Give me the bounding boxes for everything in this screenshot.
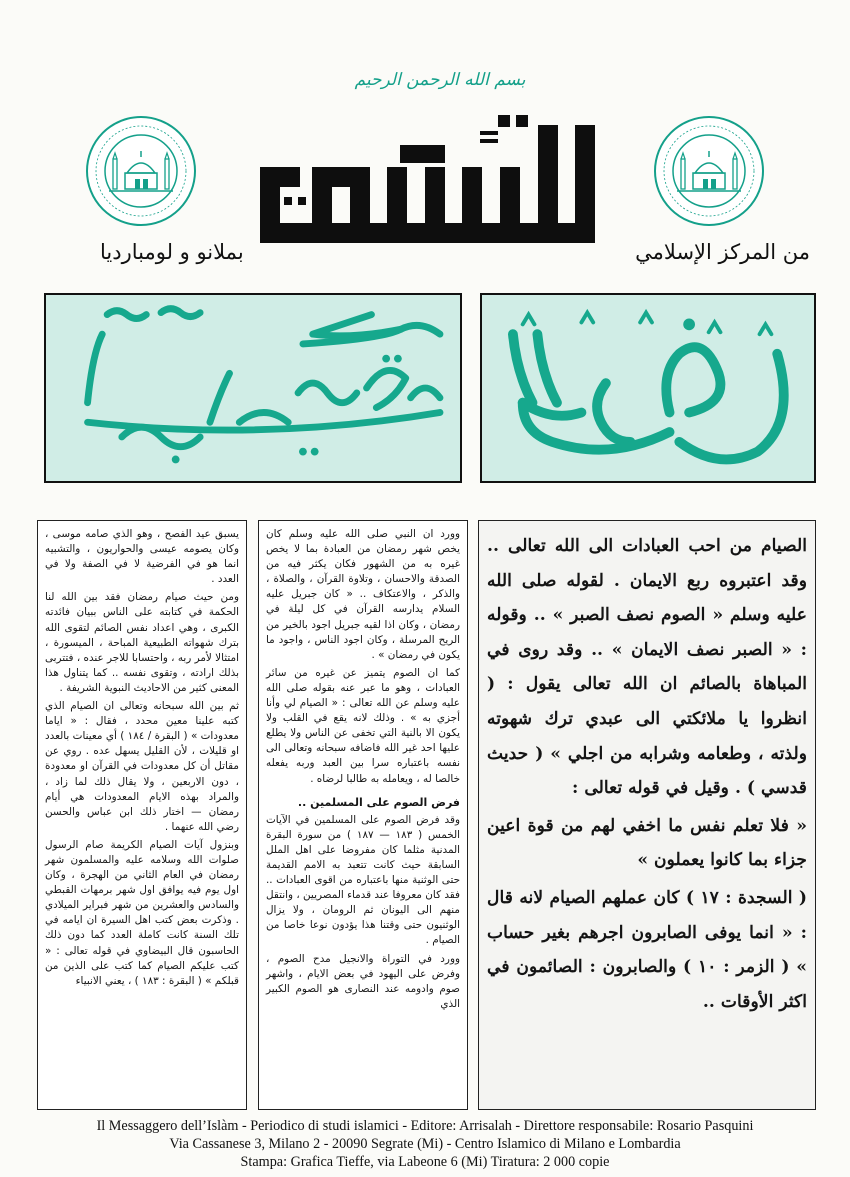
- article-column-left: [37, 520, 247, 1110]
- paragraph: ومن حيث صيام رمضان فقد بين الله لنا الحكمة في كتابته على الناس ببيان فائدته الكبرى ، وهي اعداد نفس الصائم لتقوى الله بترك شهواته الطبيعية المباحة ، الميسورة ، امتثالا لأمر ربه ، واحتسابا للاجر عنده ، فتتربى بذلك ارادته ، وتقوى نفسه .. كما يتناول هذا المعنى كثير من الاحاديث النبوية الشريفة .: [45, 591, 239, 694]
- paragraph: ثم بين الله سبحانه وتعالى ان الصيام الذي كتبه علينا معين محدد ، فقال : « اياما معدودات » ( البقرة / ١٨٤ ) أي معينات بالعدد او قليلات ، لأن القليل يسهل عده . روي عن مقاتل أن كل معدودات في القرآن او معدودة ، دون الاربعين ، ولا يقال ذلك لما زاد ، والمراد بهذه الايام المعدودات هي أيام رمضان — اختار ذلك ابن عباس والحسن رضي الله عنهما .: [45, 700, 239, 833]
- paragraph: وورد في التوراة والانجيل مدح الصوم ، وفرض على اليهود في بعض الايام ، واشهر صوم وادومه عند النصارى هو الصوم الكبير الذي: [266, 952, 460, 1010]
- section-heading: فرض الصوم على المسلمين ..: [297, 795, 460, 809]
- footer-line: Via Cassanese 3, Milano 2 - 20090 Segrate (Mi) - Centro Islamico di Milano e Lombardia: [169, 1136, 681, 1152]
- article-column-right-large: [478, 520, 816, 1110]
- right-mosque-emblem: [653, 115, 765, 227]
- publication-footer: [0, 1117, 850, 1171]
- article-column-middle: [258, 520, 468, 1110]
- calligraphy-shahr-quran: [46, 295, 460, 481]
- paragraph: كما ان الصوم يتميز عن غيره من سائر العبادات ، وهو ما عبر عنه بقوله صلى الله عليه وسلم عن الله تعالى : « الصيام لي وأنا أجزي به » . وذلك لانه يقع في القلب ولا يكون الا بالنية التي تخفى عن الناس ولا يطلع عليها احد غير الله فاضافه سبحانه وتعالى الى نفسه باعتباره سرا بين العبد وربه يفعله خالصا له ، ويعامله به طالبا لرضاه .: [266, 666, 460, 785]
- quoted-verse: « فلا تعلم نفس ما اخفي لهم من قوة اعين جزاء بما كانوا يعملون »: [487, 815, 807, 871]
- paragraph: الصيام من احب العبادات الى الله تعالى .. وقد اعتبروه ربع الايمان . لقوله صلى الله عليه وسلم « الصوم نصف الصبر » .. وقوله : « الصبر نصف الايمان » .. وقد روى في المباهاة بالصائم ان الله تعالى يقول : ( انظروا يا ملائكتي الى عبدي ترك شهوته ولذته ، وطعامه وشرابه من اجلي » ( حديث قدسي ) . وقيل في قوله تعالى :: [487, 536, 807, 799]
- mosque-emblem-icon: [653, 115, 765, 227]
- paragraph: يسبق عيد الفصح ، وهو الذي صامه موسى ، وكان يصومه عيسى والحواريون ، والتشبيه انما هو في الفرضية لا في الصفة ولا في العدد .: [45, 528, 239, 586]
- paragraph: ( السجدة : ١٧ ) كان عملهم الصيام لانه قال : « انما يوفى الصابرون اجرهم بغير حساب » ( الزمر : ١٠ ) والصابرون : الصائمون في اكثر الأوقات ..: [487, 887, 807, 1012]
- banner-ramadan: [480, 293, 816, 483]
- paragraph: وقد فرض الصوم على المسلمين في الآيات الخمس ( ١٨٣ — ١٨٧ ) من سورة البقرة المدنية مثلما كان مفروضا على اهل الملل السابقة حيث كانت تتعبد به الامم القديمة حتى الوثنية منها باعتباره من اقوى العبادات .. فقد كان معروفا عند قدماء المصريين ، وانتقل منهم الى اليونان ثم الرومان ، ولا يزال الوثنيون حتى وقتنا هذا يؤدون نوعا خاصا من الصيام .: [266, 813, 460, 947]
- subtitle-left: بملانو و لومبارديا: [100, 240, 244, 264]
- paragraph: وبنزول آيات الصيام الكريمة صام الرسول صلوات الله وسلامه عليه والمسلمون شهر رمضان في العام الثاني من الهجرة ، وكان اول يوم فيه يوافق اول شهر برمهات القبطي والسادس والعشرين من شهر فبراير الميلادي . وذكرت بعض كتب اهل السيرة ان ايامه في تلك السنة كانت كاملة العدد كما دون ذلك الحاسبون قال البيضاوي في قوله تعالى : « كتب عليكم الصيام كما كتب على الذين من قبلكم » ( البقرة : ١٨٣ ) ، يعني الانبياء: [45, 838, 239, 987]
- footer-line: Il Messaggero dell’Islàm - Periodico di studi islamici - Editore: Arrisalah - Direttore responsabile: Rosario Pasquini: [96, 1118, 754, 1134]
- masthead-logotype: [250, 105, 605, 265]
- paragraph: وورد ان النبي صلى الله عليه وسلم كان يخص شهر رمضان من العبادة بما لا يخص غيره به من الشهور فكان يكثر فيه من الصدقة والاحسان ، وتلاوة القرآن ، والصلاة ، والذكر ، والاعتكاف .. « كان جبريل عليه السلام يدارسه القرآن في كل ليلة في رمضان ، وكان اذا لقيه جبريل اجود بالخير من الريح المرسلة ، وكان اجود الناس ، واجود ما يكون في رمضان » .: [266, 528, 460, 661]
- basmala: بسم الله الرحمن الرحيم: [354, 70, 526, 90]
- subtitle-right: من المركز الإسلامي: [635, 240, 810, 264]
- masthead-kufic-glyph: [250, 105, 605, 265]
- calligraphy-ramadan: [482, 295, 814, 481]
- left-mosque-emblem: [85, 115, 197, 227]
- banner-month-of-quran: [44, 293, 462, 483]
- footer-line: Stampa: Grafica Tieffe, via Labeone 6 (Mi) Tiratura: 2 000 copie: [240, 1154, 610, 1170]
- mosque-emblem-icon: [85, 115, 197, 227]
